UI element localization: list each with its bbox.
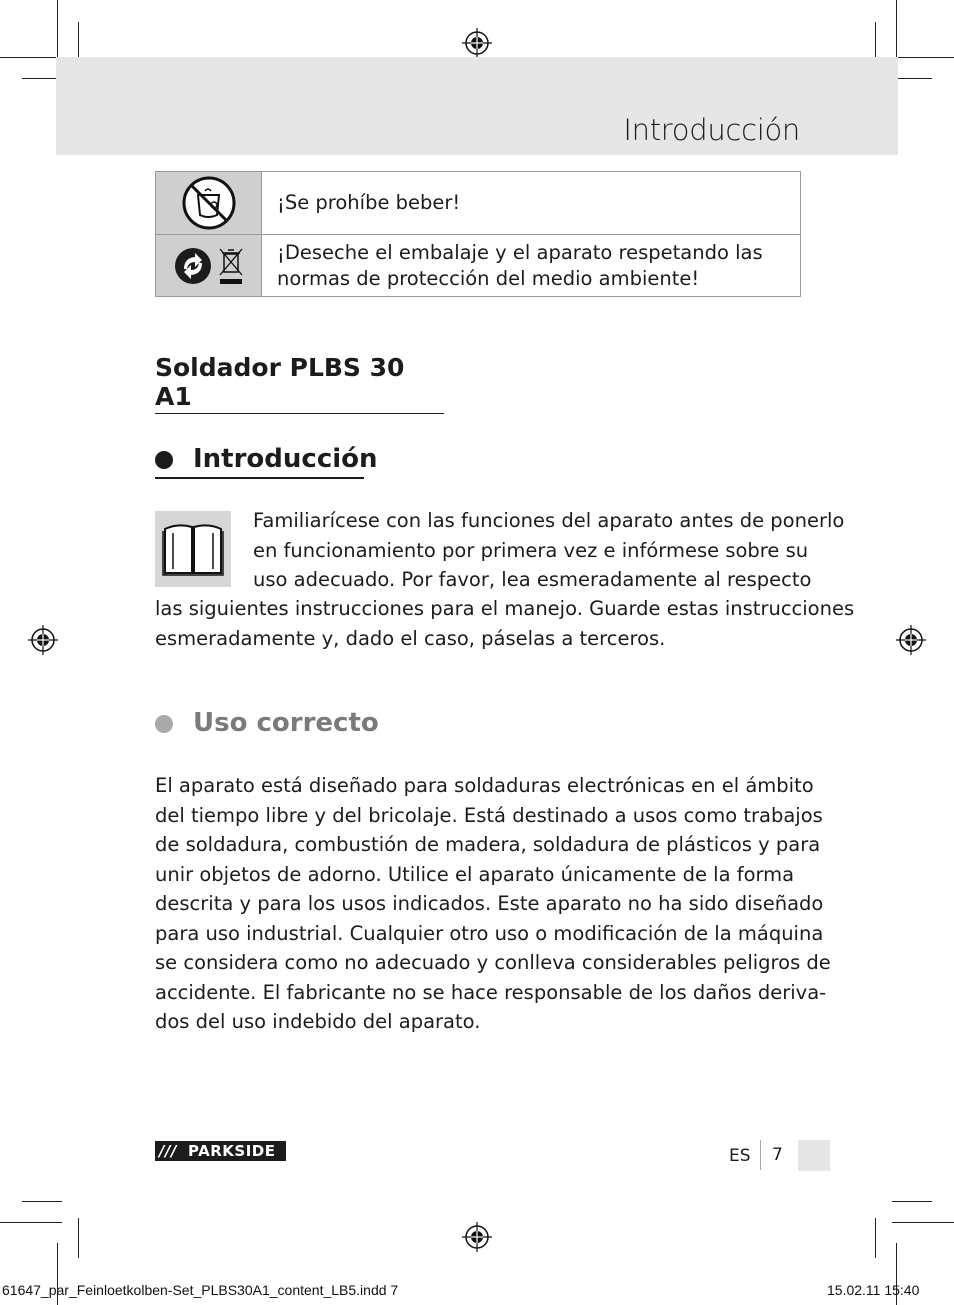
intro-line: las siguientes instrucciones para el manejo. Guarde estas instrucciones — [155, 597, 855, 620]
slug-file: 61647_par_Feinloetkolben-Set_PLBS30A1_content_LB5.indd 7 — [2, 1282, 399, 1298]
registration-mark-icon — [462, 1222, 492, 1252]
language-code: ES — [729, 1146, 751, 1166]
no-drinking-icon — [181, 175, 237, 231]
symbol-icon-cell — [156, 172, 262, 235]
crop-mark — [875, 22, 876, 62]
page-tab — [798, 1140, 830, 1171]
uso-line: del tiempo libre y del bricolaje. Está destinado a usos como trabajos — [155, 803, 823, 827]
registration-mark-icon — [462, 28, 492, 58]
book-icon-box — [155, 511, 231, 587]
table-row — [156, 235, 801, 297]
table-row — [156, 172, 801, 235]
intro-heading-underline — [155, 477, 364, 479]
crossed-bin-icon — [218, 246, 244, 286]
uso-line: unir objetos de adorno. Utilice el aparato únicamente de la forma — [155, 862, 795, 886]
uso-line: de soldadura, combustión de madera, soldadura de plásticos y para — [155, 833, 821, 856]
symbol-text: ¡Se prohíbe beber! — [262, 172, 801, 235]
section-title: Soldador PLBS 30 A1 — [155, 353, 444, 414]
page-number: 7 — [772, 1145, 783, 1165]
intro-line: en funcionamiento por primera vez e infórmese sobre su — [253, 538, 809, 562]
intro-line: esmeradamente y, dado el caso, páselas a terceros. — [155, 626, 666, 650]
uso-line: El aparato está diseñado para soldaduras electrónicas en el ámbito — [155, 774, 814, 797]
symbols-table — [155, 171, 801, 297]
crop-mark — [0, 57, 62, 58]
uso-paragraph — [155, 771, 831, 1037]
uso-line: para uso industrial. Cualquier otro uso o modificación de la máquina — [155, 921, 824, 945]
crop-mark — [78, 22, 79, 62]
intro-line: uso adecuado. Por favor, lea esmeradamente al respecto — [253, 568, 812, 591]
registration-mark-icon — [896, 625, 926, 655]
crop-mark — [896, 0, 897, 62]
crop-mark — [892, 1201, 932, 1202]
crop-mark — [892, 78, 932, 79]
uso-line: se considera como no adecuado y conlleva considerables peligros de — [155, 951, 831, 974]
symbol-text: ¡Deseche el embalaje y el aparato respetando las normas de protección del medio ambiente! — [262, 235, 801, 297]
footer-divider — [760, 1140, 761, 1170]
registration-mark-icon — [28, 625, 58, 655]
crop-mark — [892, 1222, 954, 1223]
page-title: Introducción — [623, 113, 800, 147]
crop-mark — [22, 1201, 62, 1202]
logo-text: PARKSIDE — [188, 1142, 276, 1160]
crop-mark — [0, 1222, 62, 1223]
uso-line: accidente. El fabricante no se hace responsable de los daños deriva- — [155, 980, 827, 1004]
intro-line: Familiarícese con las funciones del aparato antes de ponerlo — [253, 509, 845, 532]
crop-mark — [57, 0, 58, 62]
uso-line: dos del uso indebido del aparato. — [155, 1010, 481, 1033]
intro-heading: Introducción — [193, 444, 378, 474]
recycling-icon — [174, 247, 212, 285]
parkside-logo — [155, 1141, 286, 1161]
uso-line: descrita y para los usos indicados. Este aparato no ha sido diseñado — [155, 892, 824, 915]
uso-heading: Uso correcto — [193, 708, 379, 738]
logo-slashes: /// — [159, 1142, 177, 1160]
book-icon — [155, 511, 231, 587]
crop-mark — [892, 57, 954, 58]
symbol-icon-cell — [156, 235, 262, 297]
intro-paragraph-continued — [155, 594, 854, 653]
slug-datetime: 15.02.11 15:40 — [827, 1282, 920, 1298]
intro-paragraph — [253, 506, 844, 595]
bullet-active — [155, 451, 173, 469]
crop-mark — [875, 1218, 876, 1258]
crop-mark — [78, 1218, 79, 1258]
bullet-inactive — [155, 715, 173, 733]
